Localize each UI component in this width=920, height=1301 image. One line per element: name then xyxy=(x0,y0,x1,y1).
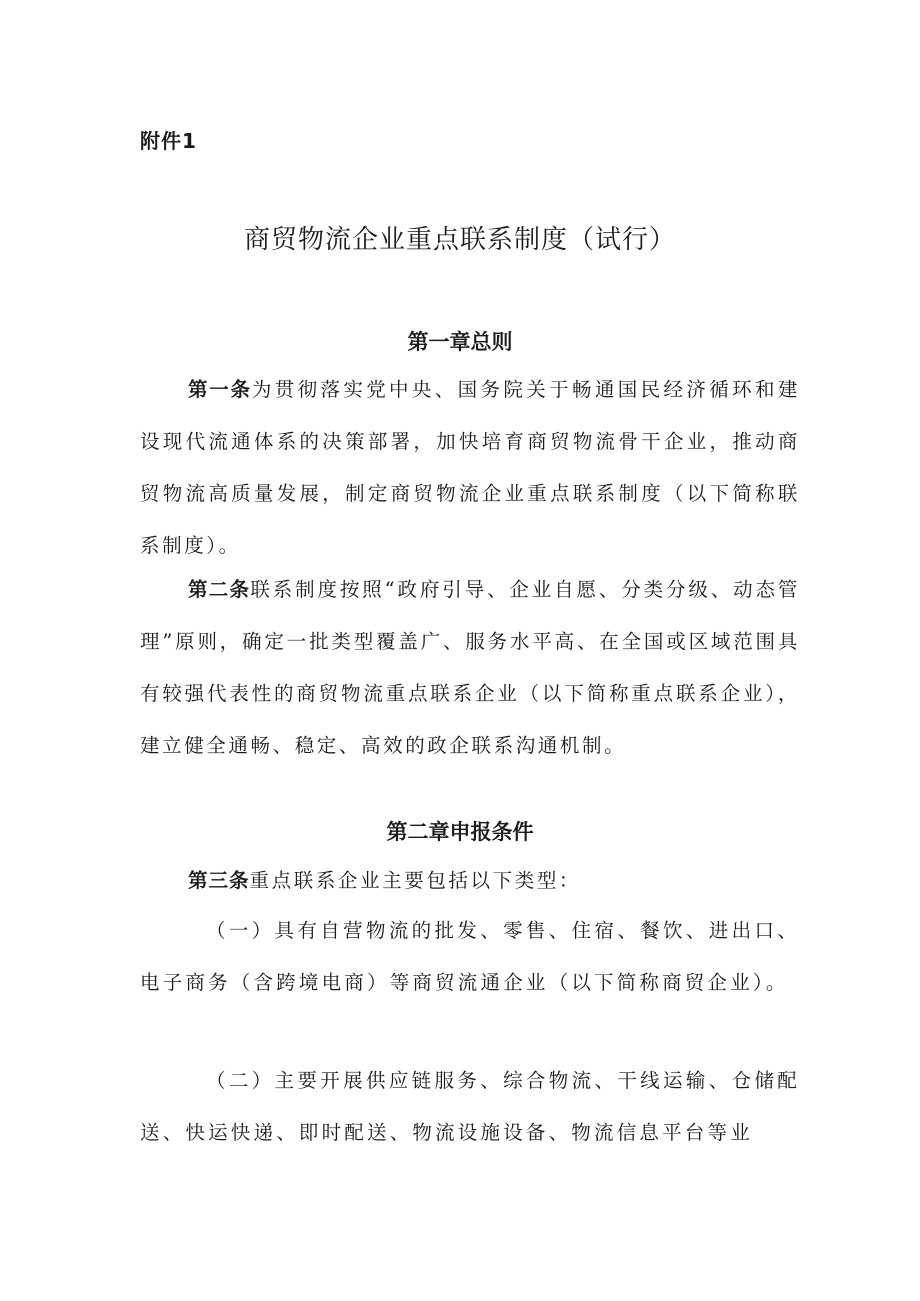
article-2 xyxy=(140,564,800,772)
article-text: 重点联系企业主要包括以下类型： xyxy=(249,869,582,892)
article-label: 第三条 xyxy=(188,869,250,892)
chapter-heading-2: 第二章申报条件 xyxy=(386,820,534,844)
attachment-label: 附件1 xyxy=(140,129,197,153)
chapter-heading-1: 第一章总则 xyxy=(407,330,513,354)
document-title: 商贸物流企业重点联系制度（试行） xyxy=(243,225,676,255)
article-3 xyxy=(140,855,800,907)
article-label: 第二条 xyxy=(188,578,251,601)
article-1 xyxy=(140,364,800,572)
article-text: 为贯彻落实党中央、国务院关于畅通国民经济循环和建设现代流通体系的决策部署，加快培育商贸物流骨干企业，推动商贸物流高质量发展，制定商贸物流企业重点联系制度（以下简称联系制度）。 xyxy=(140,378,800,557)
article-label: 第一条 xyxy=(188,378,252,401)
list-item-1: （一）具有自营物流的批发、零售、住宿、餐饮、进出口、电子商务（含跨境电商）等商贸流通企业（以下简称商贸企业）。 xyxy=(140,919,800,994)
list-item-2: （二）主要开展供应链服务、综合物流、干线运输、仓储配送、快运快递、即时配送、物流设施设备、物流信息平台等业 xyxy=(140,1069,800,1144)
article-text: 联系制度按照“政府引导、企业自愿、分类分级、动态管理”原则，确定一批类型覆盖广、服务水平高、在全国或区域范围具有较强代表性的商贸物流重点联系企业（以下简称重点联系企业），建立健全通畅、稳定、高效的政企联系沟通机制。 xyxy=(140,578,800,757)
